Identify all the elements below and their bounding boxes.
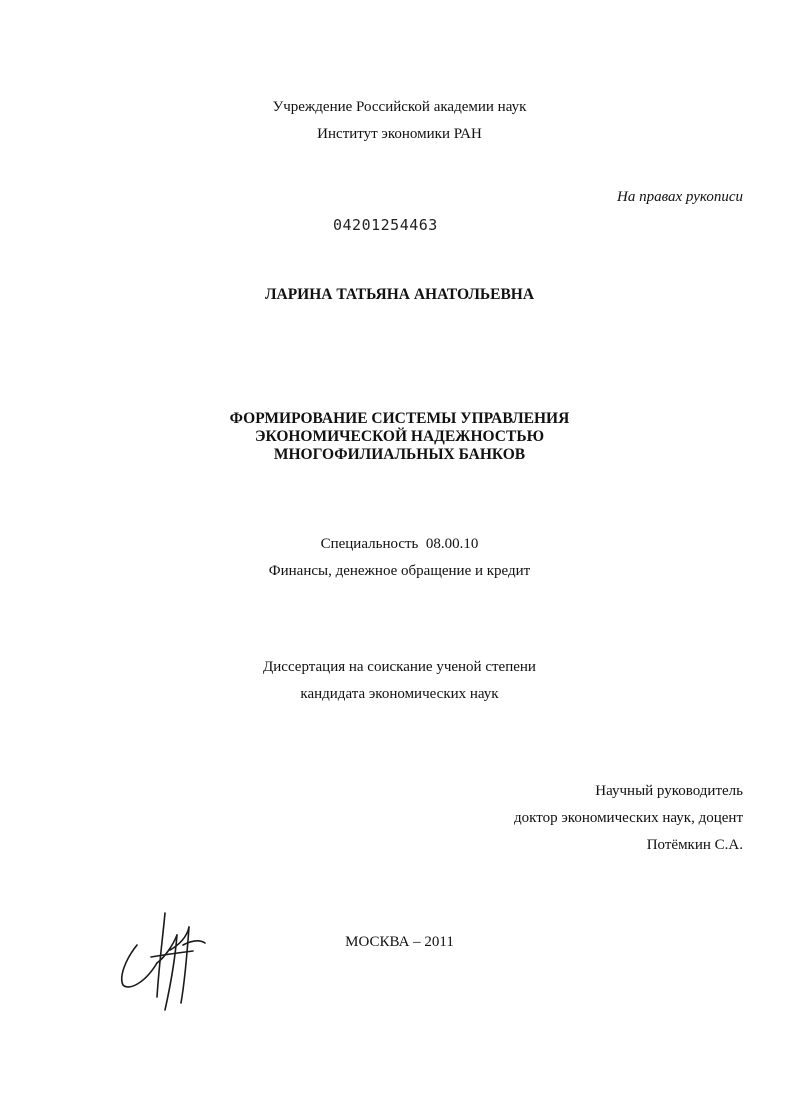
author-name: ЛАРИНА ТАТЬЯНА АНАТОЛЬЕВНА <box>264 286 535 303</box>
specialty-name: Финансы, денежное обращение и кредит <box>268 563 531 579</box>
manuscript-note: На правах рукописи <box>617 189 743 205</box>
place-year: МОСКВА – 2011 <box>345 934 454 950</box>
thesis-title-line-1: ФОРМИРОВАНИЕ СИСТЕМЫ УПРАВЛЕНИЯ <box>229 410 570 427</box>
registration-code: 04201254463 <box>333 216 438 234</box>
supervisor-role: Научный руководитель <box>595 783 743 799</box>
supervisor-name: Потёмкин С.А. <box>646 837 743 853</box>
degree-line-1: Диссертация на соискание ученой степени <box>263 659 536 675</box>
thesis-title-line-2: ЭКОНОМИЧЕСКОЙ НАДЕЖНОСТЬЮ <box>254 428 545 445</box>
thesis-title-line-3: МНОГОФИЛИАЛЬНЫХ БАНКОВ <box>273 446 526 463</box>
specialty-code: Специальность 08.00.10 <box>320 536 479 552</box>
institution-org: Учреждение Российской академии наук <box>272 99 527 115</box>
supervisor-degree: доктор экономических наук, доцент <box>514 810 743 826</box>
degree-line-2: кандидата экономических наук <box>300 686 499 702</box>
handwritten-signature-icon <box>115 905 215 1020</box>
institution-institute: Институт экономики РАН <box>317 126 482 142</box>
